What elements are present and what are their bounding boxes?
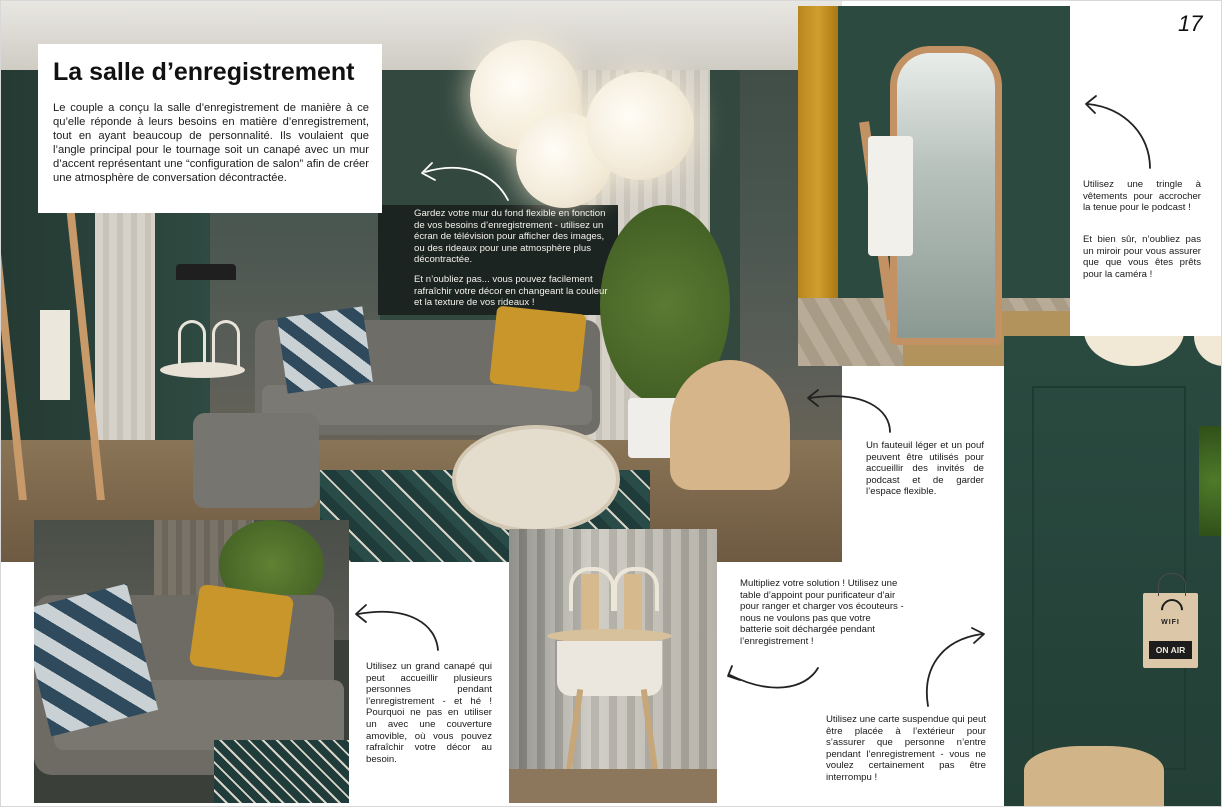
note-chair: Un fauteuil léger et un pouf peuvent être utilisés pour accueillir des invités de podcast et de garder l’espace flexible.	[866, 440, 984, 498]
page-number: 17	[1178, 11, 1203, 36]
intro-text: Le couple a conçu la salle d’enregistrement de manière à ce qu’elle réponde à leurs besoins en matière d’enregistrement, tout en ayant beaucoup de personnalité. Ils voulaient que l’angle principal pour le tournage soit un canapé avec un mur d’accent représentant une “configuration de salon” afin de créer une atmosphère de conversation décontractée.	[53, 102, 369, 184]
note-clothes-rail: Utilisez une tringle à vêtements pour accrocher la tenue pour le podcast !	[1083, 179, 1201, 214]
note-back-wall: Gardez votre mur du fond flexible en fonction de vos besoins d’enregistrement - utilisez un écran de télévision pour afficher des images, ou des rideaux pour une atmosphère plus décontractée.	[414, 208, 606, 266]
note-door-sign: Utilisez une carte suspendue qui peut être placée à l’extérieur pour s’assurer que personne n’entre pendant l’enregistrement - vous ne voulez certainement pas être interrompu !	[826, 714, 986, 783]
note-sofa: Utilisez un grand canapé qui peut accueillir plusieurs personnes pendant l’enregistrement - et hé ! Pourquoi ne pas en utiliser un avec une couverture amovible, où vous pouvez rafraîchir votre décor au besoin.	[366, 661, 492, 765]
wifi-label: WIFI	[1161, 619, 1180, 626]
note-side-table: Multipliez votre solution ! Utilisez une table d’appoint pour purificateur d’air pour ranger et charger vos écouteurs - nous ne voulons pas que votre batterie soit déchargée pendant l’enregistrement !	[740, 578, 904, 647]
note-curtains: Et n’oubliez pas... vous pouvez facilement rafraîchir votre décor en changeant la couleur et la texture de vos rideaux !	[414, 274, 608, 309]
on-air-label: ON AIR	[1149, 641, 1192, 659]
page-title: La salle d’enregistrement	[53, 58, 355, 86]
note-mirror: Et bien sûr, n’oubliez pas un miroir pour vous assurer que que vous êtes prêts pour la caméra !	[1083, 234, 1201, 280]
